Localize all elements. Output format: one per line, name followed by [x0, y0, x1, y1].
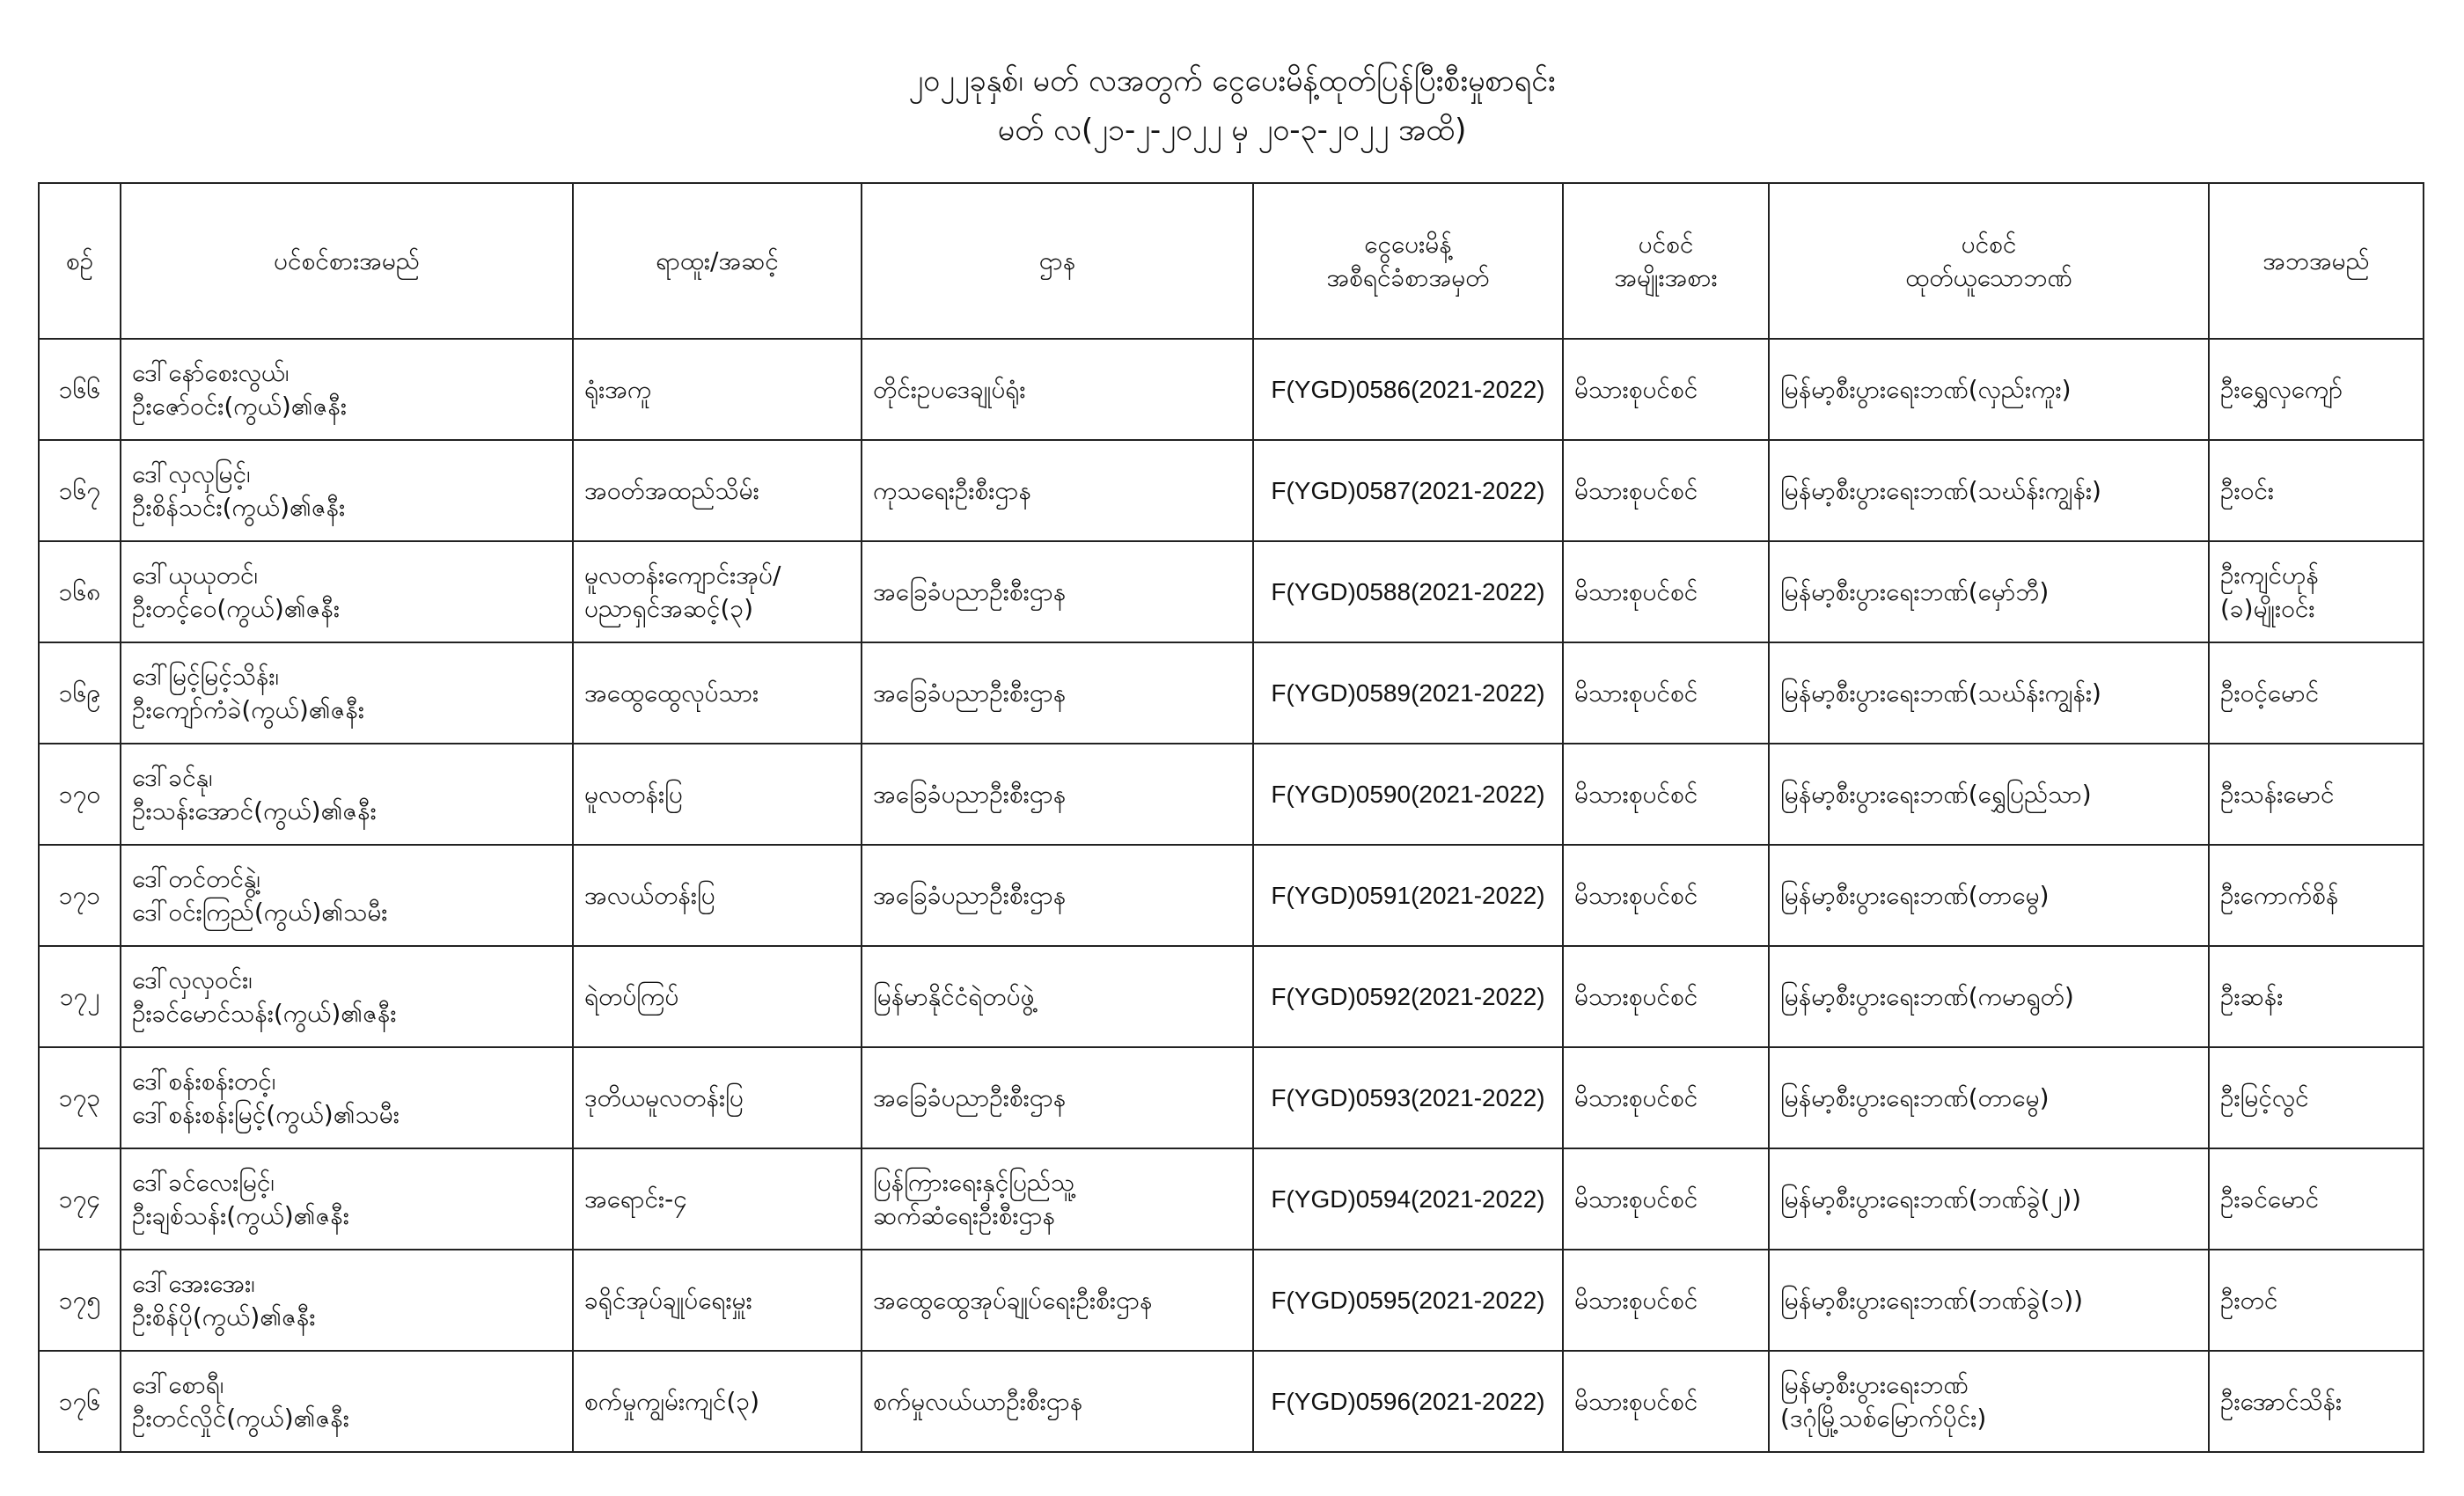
cell-rank: [573, 1351, 862, 1452]
table-row: [39, 845, 2424, 946]
cell-text-line: မြန်မာ့စီးပွားရေးဘဏ်: [1780, 1369, 1969, 1399]
table-row: [39, 946, 2424, 1047]
cell-text-line: အခြေခံပညာဦးစီးဌာန: [873, 678, 1067, 708]
cell-text-line: အထွေထွေအုပ်ချုပ်ရေးဦးစီးဌာန: [873, 1285, 1153, 1315]
cell-text-line: စက်မှုလယ်ယာဦးစီးဌာန: [873, 1386, 1083, 1416]
cell-bank: [1769, 440, 2209, 541]
header-text: အဘအမည်: [2262, 246, 2370, 275]
cell-rank: [573, 744, 862, 845]
cell-text-line: ဦးကျော်ကံခဲ(ကွယ်)၏ဇနီး: [132, 694, 364, 724]
cell-bank: [1769, 1148, 2209, 1250]
table-row: [39, 744, 2424, 845]
cell-text-line: ပြန်ကြားရေးနှင့်ပြည်သူ့: [873, 1167, 1075, 1197]
cell-serial-number: ၁၇၆: [39, 1351, 121, 1452]
table-header-row: [39, 183, 2424, 339]
cell-department: [862, 1250, 1253, 1351]
cell-text-line: ဦးမြင့်လွင်: [2220, 1082, 2309, 1112]
cell-pension-type: မိသားစုပင်စင်: [1563, 642, 1769, 744]
header-text: ပင်စင်စားအမည်: [274, 246, 420, 275]
table-row: [39, 642, 2424, 744]
cell-serial-number: ၁၇၄: [39, 1148, 121, 1250]
cell-text-line: မူလတန်းပြ: [584, 779, 683, 809]
cell-text-line: ဒေါ်ခင်နု၊: [132, 762, 213, 792]
cell-text-line: မြန်မာ့စီးပွားရေးဘဏ်(ဘဏ်ခွဲ(၁)): [1780, 1285, 2084, 1315]
cell-text-line: ဦးကောက်စိန်: [2220, 880, 2339, 910]
cell-text-line: မြန်မာနိုင်ငံရဲတပ်ဖွဲ့: [873, 981, 1035, 1011]
table-row: [39, 1148, 2424, 1250]
col-header-father-name: [2209, 183, 2424, 339]
cell-department: [862, 339, 1253, 440]
cell-order-number: F(YGD)0589(2021-2022): [1253, 642, 1563, 744]
pension-table: [38, 182, 2424, 1453]
cell-serial-number: ၁၆၆: [39, 339, 121, 440]
header-text: ဌာန: [1038, 246, 1076, 275]
header-text: ရာထူး/အဆင့်: [656, 246, 779, 275]
cell-pensioner-name: [121, 440, 573, 541]
cell-bank: [1769, 845, 2209, 946]
cell-pension-type: မိသားစုပင်စင်: [1563, 541, 1769, 642]
cell-pensioner-name: [121, 339, 573, 440]
cell-text-line: ဦးစိန်သင်း(ကွယ်)၏ဇနီး: [132, 492, 346, 522]
header-text: ထုတ်ယူသောဘဏ်: [1905, 262, 2072, 292]
cell-department: [862, 1351, 1253, 1452]
cell-father-name: [2209, 339, 2424, 440]
cell-text-line: ဒေါ်နော်စေးလွယ်၊: [132, 357, 290, 387]
cell-text-line: ဦးဝင်း: [2220, 475, 2275, 505]
col-header-department: [862, 183, 1253, 339]
cell-bank: [1769, 1047, 2209, 1148]
table-body: [39, 339, 2424, 1452]
cell-text-line: မြန်မာ့စီးပွားရေးဘဏ်(သဃ်န်းကျွန်း): [1780, 678, 2101, 708]
cell-department: [862, 541, 1253, 642]
cell-father-name: [2209, 1250, 2424, 1351]
cell-order-number: F(YGD)0590(2021-2022): [1253, 744, 1563, 845]
cell-rank: [573, 440, 862, 541]
cell-text-line: အလယ်တန်းပြ: [584, 880, 715, 910]
cell-pensioner-name: [121, 946, 573, 1047]
cell-father-name: [2209, 845, 2424, 946]
cell-pension-type: မိသားစုပင်စင်: [1563, 946, 1769, 1047]
cell-text-line: (ဒဂုံမြို့သစ်မြောက်ပိုင်း): [1780, 1403, 1987, 1433]
cell-department: [862, 946, 1253, 1047]
cell-text-line: ဦးဇော်ဝင်း(ကွယ်)၏ဇနီး: [132, 391, 347, 421]
cell-text-line: ဒေါ်အေးအေး၊: [132, 1268, 255, 1298]
cell-rank: [573, 1148, 862, 1250]
cell-text-line: ဒေါ်မြင့်မြင့်သိန်း၊: [132, 661, 279, 691]
cell-serial-number: ၁၆၇: [39, 440, 121, 541]
cell-order-number: F(YGD)0596(2021-2022): [1253, 1351, 1563, 1452]
cell-order-number: F(YGD)0587(2021-2022): [1253, 440, 1563, 541]
cell-order-number: F(YGD)0593(2021-2022): [1253, 1047, 1563, 1148]
table-row: [39, 1351, 2424, 1452]
cell-department: [862, 845, 1253, 946]
cell-text-line: ဒေါ်လှလှဝင်း၊: [132, 964, 253, 994]
cell-text-line: ဒေါ်စောရီ၊: [132, 1369, 224, 1399]
cell-rank: [573, 541, 862, 642]
cell-text-line: ဒေါ်ခင်လေးမြင့်၊: [132, 1167, 275, 1197]
cell-department: [862, 1047, 1253, 1148]
cell-rank: [573, 845, 862, 946]
table-row: [39, 339, 2424, 440]
cell-bank: [1769, 541, 2209, 642]
col-header-order-number: [1253, 183, 1563, 339]
cell-pension-type: မိသားစုပင်စင်: [1563, 845, 1769, 946]
cell-text-line: အဝတ်အထည်သိမ်း: [584, 475, 759, 505]
cell-text-line: ဦးကျင်ဟုန်: [2220, 560, 2319, 590]
cell-text-line: ဦးခင်မောင်သန်း(ကွယ်)၏ဇနီး: [132, 998, 397, 1028]
header-text: ငွေပေးမိန့်: [1364, 229, 1452, 259]
table-row: [39, 1250, 2424, 1351]
cell-serial-number: ၁၆၈: [39, 541, 121, 642]
cell-serial-number: ၁၇၁: [39, 845, 121, 946]
cell-text-line: ဦးတင့်ဝေ(ကွယ်)၏ဇနီး: [132, 593, 340, 623]
col-header-no: [39, 183, 121, 339]
cell-rank: [573, 1047, 862, 1148]
cell-text-line: ဒေါ်ယုယုတင်၊: [132, 560, 258, 590]
col-header-pension-type: [1563, 183, 1769, 339]
header-text: ပင်စင်: [1961, 229, 2017, 259]
cell-text-line: ဦးဆန်း: [2220, 981, 2284, 1011]
cell-father-name: [2209, 1148, 2424, 1250]
cell-text-line: မြန်မာ့စီးပွားရေးဘဏ်(သဃ်န်းကျွန်း): [1780, 475, 2101, 505]
cell-bank: [1769, 339, 2209, 440]
cell-text-line: ကုသရေးဦးစီးဌာန: [873, 475, 1031, 505]
cell-text-line: ဒေါ်လှလှမြင့်၊: [132, 458, 251, 488]
cell-text-line: မြန်မာ့စီးပွားရေးဘဏ်(မှော်ဘီ): [1780, 576, 2050, 606]
table-row: [39, 1047, 2424, 1148]
cell-text-line: ဦးသန်းအောင်(ကွယ်)၏ဇနီး: [132, 796, 377, 825]
cell-pensioner-name: [121, 642, 573, 744]
cell-bank: [1769, 1250, 2209, 1351]
cell-text-line: ခရိုင်အုပ်ချုပ်ရေးမှူး: [584, 1285, 752, 1315]
cell-text-line: (ခ)မျိုးဝင်း: [2220, 593, 2315, 623]
header-text: ပင်စင်: [1638, 229, 1694, 259]
cell-text-line: ဒေါ်စန်းစန်းမြင့်(ကွယ်)၏သမီး: [132, 1099, 400, 1129]
cell-pensioner-name: [121, 1148, 573, 1250]
cell-text-line: ဦးရွှေလှကျော်: [2220, 374, 2343, 404]
cell-order-number: F(YGD)0588(2021-2022): [1253, 541, 1563, 642]
cell-text-line: မြန်မာ့စီးပွားရေးဘဏ်(ရွှေပြည်သာ): [1780, 779, 2092, 809]
cell-department: [862, 440, 1253, 541]
cell-order-number: F(YGD)0592(2021-2022): [1253, 946, 1563, 1047]
cell-father-name: [2209, 440, 2424, 541]
cell-text-line: မူလတန်းကျောင်းအုပ်/: [584, 560, 781, 590]
cell-text-line: မြန်မာ့စီးပွားရေးဘဏ်(တာမွေ): [1780, 1082, 2050, 1112]
cell-text-line: ရဲတပ်ကြပ်: [584, 981, 679, 1011]
cell-text-line: မြန်မာ့စီးပွားရေးဘဏ်(တာမွေ): [1780, 880, 2050, 910]
cell-text-line: ပညာရှင်အဆင့်(၃): [584, 593, 754, 623]
document-title: ၂၀၂၂ခုနှစ်၊ မတ် လအတွက် ငွေပေးမိန့်ထုတ်ပြန်ပြီးစီးမှုစာရင်း: [908, 63, 1556, 99]
cell-serial-number: ၁၆၉: [39, 642, 121, 744]
cell-rank: [573, 946, 862, 1047]
cell-father-name: [2209, 541, 2424, 642]
cell-father-name: [2209, 1351, 2424, 1452]
cell-serial-number: ၁၇၃: [39, 1047, 121, 1148]
cell-text-line: အခြေခံပညာဦးစီးဌာန: [873, 1082, 1067, 1112]
cell-bank: [1769, 744, 2209, 845]
cell-pension-type: မိသားစုပင်စင်: [1563, 1351, 1769, 1452]
cell-serial-number: ၁၇၅: [39, 1250, 121, 1351]
cell-text-line: အရောင်း-၄: [584, 1184, 687, 1214]
header-text: အမျိုးအစား: [1614, 262, 1718, 292]
cell-order-number: F(YGD)0594(2021-2022): [1253, 1148, 1563, 1250]
cell-text-line: အခြေခံပညာဦးစီးဌာန: [873, 880, 1067, 910]
cell-text-line: ရုံးအကူ: [584, 374, 652, 404]
header-text: စဉ်: [65, 246, 94, 275]
cell-department: [862, 642, 1253, 744]
cell-bank: [1769, 1351, 2209, 1452]
cell-pension-type: မိသားစုပင်စင်: [1563, 440, 1769, 541]
cell-text-line: ဒေါ်ဝင်းကြည်(ကွယ်)၏သမီး: [132, 897, 388, 927]
cell-text-line: ဒေါ်တင်တင်နွဲ့၊: [132, 863, 260, 893]
cell-text-line: ဒုတိယမူလတန်းပြ: [584, 1082, 744, 1112]
cell-rank: [573, 642, 862, 744]
cell-order-number: F(YGD)0595(2021-2022): [1253, 1250, 1563, 1351]
cell-text-line: ဦးချစ်သန်း(ကွယ်)၏ဇနီး: [132, 1200, 349, 1230]
table-row: [39, 440, 2424, 541]
cell-text-line: မြန်မာ့စီးပွားရေးဘဏ်(ကမာရွတ်): [1780, 981, 2074, 1011]
cell-text-line: အခြေခံပညာဦးစီးဌာန: [873, 779, 1067, 809]
col-header-rank: [573, 183, 862, 339]
cell-pension-type: မိသားစုပင်စင်: [1563, 339, 1769, 440]
cell-father-name: [2209, 1047, 2424, 1148]
cell-text-line: ဦးတင်လှိုင်(ကွယ်)၏ဇနီး: [132, 1403, 349, 1433]
col-header-name: [121, 183, 573, 339]
cell-text-line: တိုင်းဥပဒေချုပ်ရုံး: [873, 374, 1026, 404]
cell-pension-type: မိသားစုပင်စင်: [1563, 1250, 1769, 1351]
cell-text-line: အထွေထွေလုပ်သား: [584, 678, 759, 708]
cell-text-line: စက်မှုကျွမ်းကျင်(၃): [584, 1386, 760, 1416]
cell-serial-number: ၁၇၂: [39, 946, 121, 1047]
cell-text-line: ဦးခင်မောင်: [2220, 1184, 2320, 1214]
cell-pension-type: မိသားစုပင်စင်: [1563, 744, 1769, 845]
cell-pensioner-name: [121, 1047, 573, 1148]
cell-text-line: ဒေါ်စန်းစန်းတင့်၊: [132, 1066, 276, 1096]
cell-pensioner-name: [121, 744, 573, 845]
cell-text-line: ဦးသန်းမောင်: [2220, 779, 2335, 809]
cell-text-line: ဦးတင်: [2220, 1285, 2278, 1315]
table-row: [39, 541, 2424, 642]
cell-department: [862, 1148, 1253, 1250]
cell-text-line: မြန်မာ့စီးပွားရေးဘဏ်(ဘဏ်ခွဲ(၂)): [1780, 1184, 2082, 1214]
cell-pensioner-name: [121, 845, 573, 946]
col-header-bank: [1769, 183, 2209, 339]
cell-text-line: မြန်မာ့စီးပွားရေးဘဏ်(လှည်းကူး): [1780, 374, 2072, 404]
cell-order-number: F(YGD)0591(2021-2022): [1253, 845, 1563, 946]
cell-text-line: ဦးစိန်ပို(ကွယ်)၏ဇနီး: [132, 1302, 316, 1331]
cell-bank: [1769, 946, 2209, 1047]
cell-pensioner-name: [121, 541, 573, 642]
cell-father-name: [2209, 744, 2424, 845]
cell-department: [862, 744, 1253, 845]
cell-pension-type: မိသားစုပင်စင်: [1563, 1047, 1769, 1148]
document-subtitle: မတ် လ(၂၁-၂-၂၀၂၂ မှ ၂၀-၃-၂၀၂၂ အထိ): [997, 113, 1467, 148]
cell-rank: [573, 1250, 862, 1351]
cell-serial-number: ၁၇၀: [39, 744, 121, 845]
cell-pensioner-name: [121, 1250, 573, 1351]
cell-father-name: [2209, 642, 2424, 744]
cell-order-number: F(YGD)0586(2021-2022): [1253, 339, 1563, 440]
cell-text-line: ဆက်ဆံရေးဦးစီးဌာန: [873, 1200, 1055, 1230]
cell-text-line: ဦးအောင်သိန်း: [2220, 1386, 2343, 1416]
cell-bank: [1769, 642, 2209, 744]
cell-father-name: [2209, 946, 2424, 1047]
cell-pension-type: မိသားစုပင်စင်: [1563, 1148, 1769, 1250]
cell-pensioner-name: [121, 1351, 573, 1452]
cell-text-line: ဦးဝင့်မောင်: [2220, 678, 2320, 708]
header-text: အစီရင်ခံစာအမှတ်: [1326, 262, 1490, 292]
cell-rank: [573, 339, 862, 440]
cell-text-line: အခြေခံပညာဦးစီးဌာန: [873, 576, 1067, 606]
